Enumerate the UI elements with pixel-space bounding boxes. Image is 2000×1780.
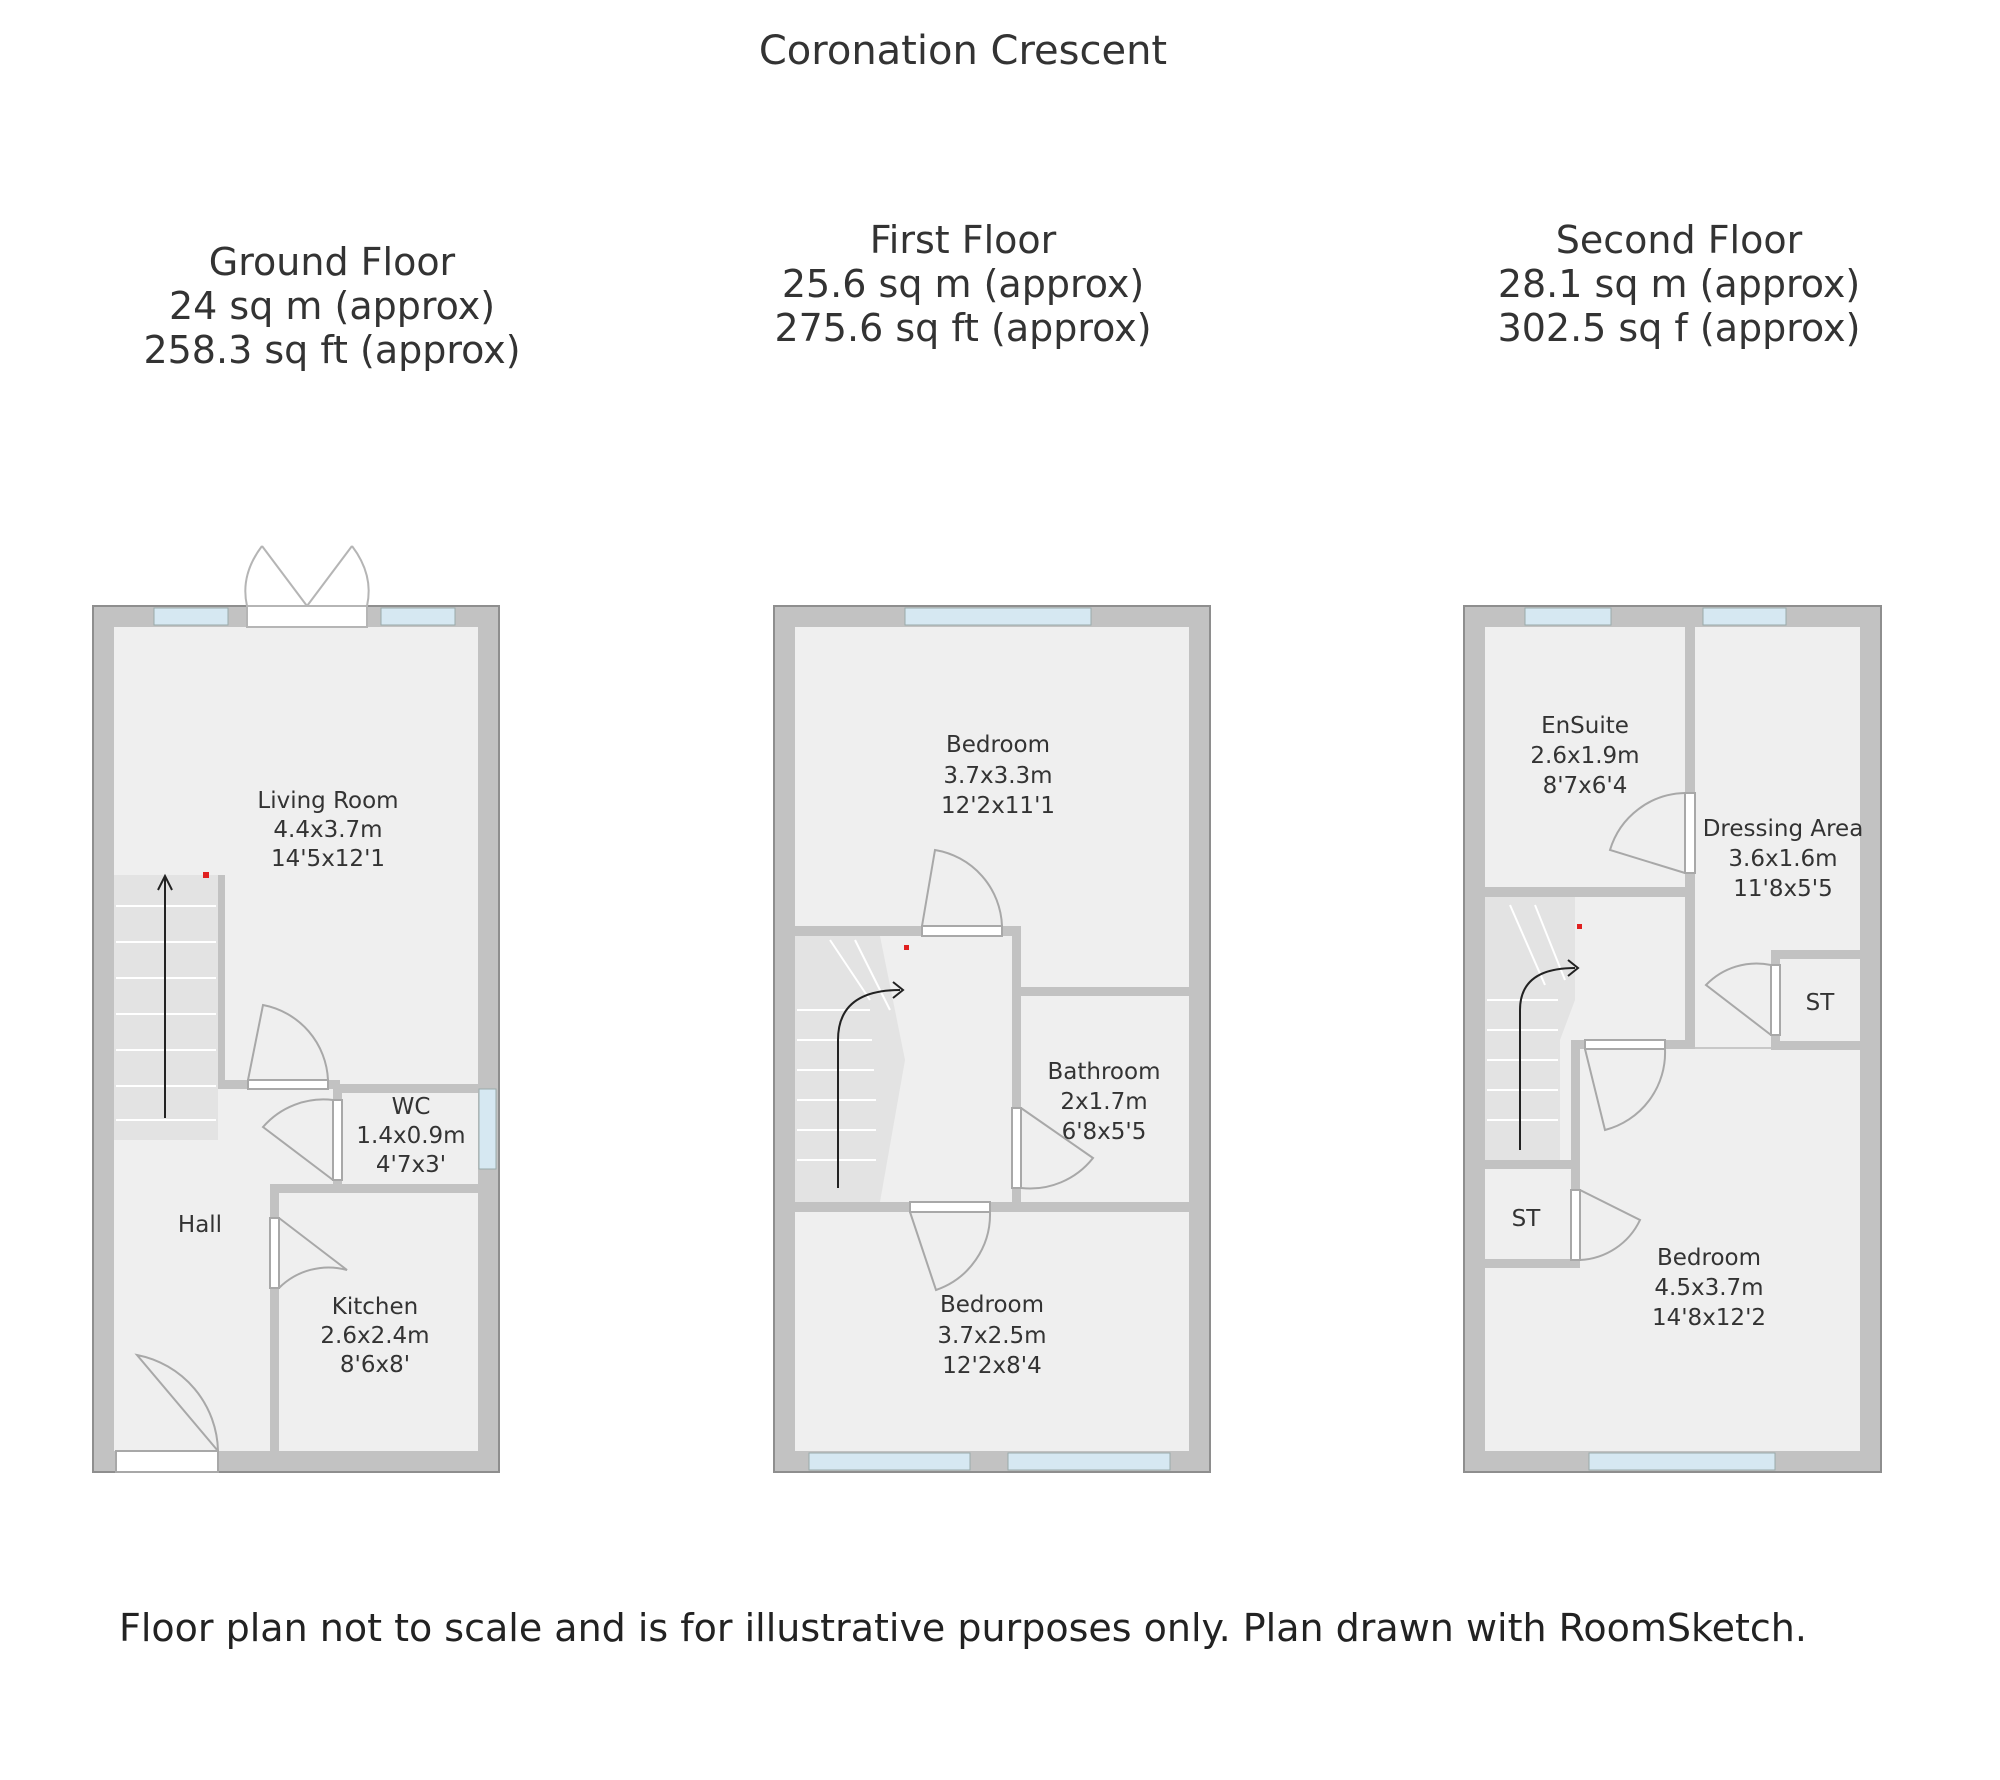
room-dims-m: 3.7x3.3m: [943, 763, 1053, 789]
french-door: [245, 546, 368, 627]
room-name: Kitchen: [331, 1294, 419, 1320]
floor-area-sqft: 302.5 sq f (approx): [1497, 306, 1861, 350]
room-dims-ft: 4'7x3': [375, 1152, 447, 1178]
room-dims-m: 1.4x0.9m: [356, 1123, 466, 1149]
disclaimer-footer: Floor plan not to scale and is for illustrative purposes only. Plan drawn with RoomSketch.: [119, 1606, 1807, 1650]
staircase: [114, 872, 218, 1140]
room-name: EnSuite: [1541, 713, 1629, 739]
window: [809, 1453, 970, 1470]
room-name: ST: [1511, 1206, 1541, 1232]
room-dims-ft: 14'5x12'1: [270, 846, 386, 872]
room-dims-ft: 6'8x5'5: [1061, 1119, 1147, 1145]
floor-area-sqft: 275.6 sq ft (approx): [774, 306, 1152, 350]
interior-wall: [218, 875, 225, 1085]
window: [1703, 608, 1786, 625]
interior-wall: [1771, 1041, 1860, 1050]
room-name: Bedroom: [939, 1292, 1045, 1318]
room-name: Hall: [177, 1212, 223, 1238]
room-dims-ft: 14'8x12'2: [1651, 1305, 1767, 1331]
room-name: Living Room: [257, 788, 399, 814]
room-dims-m: 2x1.7m: [1060, 1089, 1148, 1115]
interior-wall: [1016, 987, 1189, 996]
room-dims-m: 2.6x2.4m: [320, 1323, 430, 1349]
room-dims-m: 4.4x3.7m: [273, 817, 383, 843]
room-name: Bathroom: [1047, 1059, 1161, 1085]
interior-wall: [1771, 950, 1860, 959]
interior-wall: [1485, 1160, 1577, 1169]
window: [1525, 608, 1611, 625]
window: [1589, 1453, 1775, 1470]
room-dims-m: 4.5x3.7m: [1654, 1275, 1764, 1301]
room-name: Bedroom: [1656, 1245, 1762, 1271]
second-floor-plan: [1464, 606, 1881, 1472]
room-dims-ft: 12'2x8'4: [942, 1353, 1042, 1379]
room-name: ST: [1805, 990, 1835, 1016]
floor-name: First Floor: [869, 218, 1057, 262]
plan-title: Coronation Crescent: [758, 28, 1168, 74]
room-name: Dressing Area: [1702, 816, 1864, 842]
ground-floor-plan: [93, 546, 499, 1472]
floor-name: Ground Floor: [208, 240, 456, 284]
window: [479, 1089, 496, 1169]
room-dims-ft: 8'6x8': [339, 1352, 411, 1378]
interior-wall: [1485, 887, 1690, 897]
room-dims-m: 3.7x2.5m: [937, 1323, 1047, 1349]
window: [905, 608, 1091, 625]
floor-area-sqm: 28.1 sq m (approx): [1497, 262, 1861, 306]
room-dims-ft: 11'8x5'5: [1733, 876, 1833, 902]
room-name: WC: [391, 1094, 431, 1120]
room-dims-m: 3.6x1.6m: [1728, 846, 1838, 872]
room-dims-m: 2.6x1.9m: [1530, 743, 1640, 769]
room-dims-ft: 8'7x6'4: [1542, 773, 1628, 799]
window: [154, 608, 228, 625]
window: [381, 608, 455, 625]
floor-area-sqft: 258.3 sq ft (approx): [143, 328, 521, 372]
floor-area-sqm: 25.6 sq m (approx): [781, 262, 1145, 306]
room-name: Bedroom: [945, 732, 1051, 758]
room-dims-ft: 12'2x11'1: [940, 793, 1056, 819]
window: [1008, 1453, 1170, 1470]
floor-area-sqm: 24 sq m (approx): [168, 284, 496, 328]
interior-wall: [1485, 1259, 1577, 1268]
floor-name: Second Floor: [1555, 218, 1803, 262]
interior-wall: [333, 1084, 478, 1093]
interior-wall: [795, 1202, 1189, 1212]
interior-wall: [270, 1184, 478, 1193]
first-floor-plan: [774, 606, 1210, 1472]
